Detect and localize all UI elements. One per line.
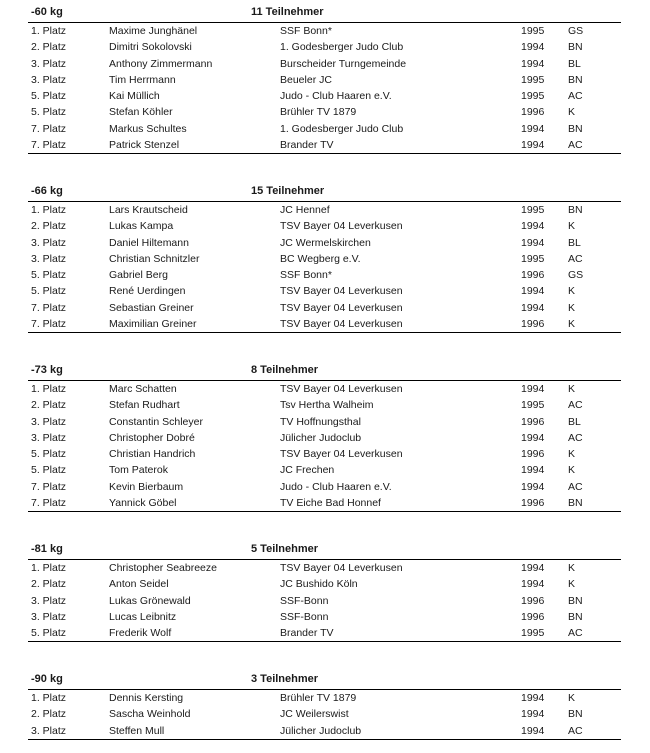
birth-year-cell: 1994 <box>521 578 545 591</box>
result-row <box>28 560 621 576</box>
club-cell: TV Eiche Bad Honnef <box>280 497 381 510</box>
club-cell: JC Frechen <box>280 464 335 477</box>
region-cell: BN <box>568 204 583 216</box>
club-cell: Jülicher Judoclub <box>280 724 362 737</box>
result-row <box>28 39 621 55</box>
category-block <box>28 358 621 512</box>
athlete-name-cell: Sascha Weinhold <box>109 708 191 721</box>
club-cell: Beueler JC <box>280 73 332 86</box>
result-row <box>28 72 621 88</box>
region-cell: BN <box>568 41 583 54</box>
athlete-name-cell: Tim Herrmann <box>109 73 176 86</box>
club-cell: JC Bushido Köln <box>280 578 358 591</box>
athlete-name-cell: Maxime Junghänel <box>109 25 198 37</box>
club-cell: TSV Bayer 04 Leverkusen <box>280 448 403 461</box>
category-header <box>28 358 621 381</box>
result-row <box>28 283 621 299</box>
results-list <box>28 690 621 740</box>
place-cell: 5. Platz <box>31 269 67 282</box>
club-cell: 1. Godesberger Judo Club <box>280 41 404 54</box>
place-cell: 5. Platz <box>31 627 67 640</box>
result-row <box>28 267 621 283</box>
athlete-name-cell: Christopher Seabreeze <box>109 562 217 574</box>
place-cell: 5. Platz <box>31 106 67 119</box>
result-row <box>28 316 621 332</box>
region-cell: AC <box>568 431 583 444</box>
club-cell: Brühler TV 1879 <box>280 106 357 119</box>
club-cell: TSV Bayer 04 Leverkusen <box>280 285 403 298</box>
club-cell: TSV Bayer 04 Leverkusen <box>280 318 403 331</box>
athlete-name-cell: Steffen Mull <box>109 724 165 737</box>
place-cell: 7. Platz <box>31 497 67 510</box>
place-cell: 5. Platz <box>31 90 67 103</box>
region-cell: BN <box>568 497 583 510</box>
region-cell: K <box>568 106 576 119</box>
region-cell: AC <box>568 627 583 640</box>
result-row <box>28 446 621 462</box>
result-row <box>28 23 621 39</box>
place-cell: 1. Platz <box>31 383 67 395</box>
club-cell: SSF Bonn* <box>280 25 332 37</box>
place-cell: 1. Platz <box>31 692 67 704</box>
region-cell: GS <box>568 25 584 37</box>
result-row <box>28 462 621 478</box>
results-list <box>28 560 621 642</box>
results-list <box>28 23 621 154</box>
place-cell: 1. Platz <box>31 562 67 574</box>
birth-year-cell: 1994 <box>521 41 545 54</box>
athlete-name-cell: Yannick Göbel <box>109 497 177 510</box>
category-block <box>28 179 621 333</box>
club-cell: Brander TV <box>280 627 334 640</box>
athlete-name-cell: Frederik Wolf <box>109 627 172 640</box>
athlete-name-cell: Lukas Kampa <box>109 220 174 233</box>
athlete-name-cell: Christopher Dobré <box>109 431 195 444</box>
result-row <box>28 56 621 72</box>
place-cell: 3. Platz <box>31 610 67 623</box>
club-cell: TV Hoffnungsthal <box>280 415 361 428</box>
birth-year-cell: 1994 <box>521 480 545 493</box>
birth-year-cell: 1994 <box>521 139 545 152</box>
club-cell: BC Wegberg e.V. <box>280 252 361 265</box>
result-row <box>28 88 621 104</box>
region-cell: BL <box>568 415 581 428</box>
participant-count: 8 Teilnehmer <box>251 364 319 376</box>
birth-year-cell: 1994 <box>521 57 545 70</box>
weight-class-label: -66 kg <box>31 185 63 197</box>
birth-year-cell: 1994 <box>521 285 545 298</box>
birth-year-cell: 1996 <box>521 415 545 428</box>
club-cell: SSF-Bonn <box>280 610 329 623</box>
place-cell: 5. Platz <box>31 285 67 298</box>
athlete-name-cell: Kai Müllich <box>109 90 160 103</box>
birth-year-cell: 1995 <box>521 25 545 37</box>
birth-year-cell: 1996 <box>521 497 545 510</box>
region-cell: K <box>568 301 576 314</box>
place-cell: 3. Platz <box>31 73 67 86</box>
athlete-name-cell: Marc Schatten <box>109 383 177 395</box>
club-cell: TSV Bayer 04 Leverkusen <box>280 383 403 395</box>
club-cell: SSF-Bonn <box>280 594 329 607</box>
place-cell: 3. Platz <box>31 724 67 737</box>
result-row <box>28 430 621 446</box>
athlete-name-cell: Lukas Grönewald <box>109 594 191 607</box>
athlete-name-cell: Sebastian Greiner <box>109 301 194 314</box>
participant-count: 3 Teilnehmer <box>251 673 319 685</box>
athlete-name-cell: Anthony Zimmermann <box>109 57 213 70</box>
weight-class-label: -90 kg <box>31 673 63 685</box>
birth-year-cell: 1994 <box>521 122 545 135</box>
region-cell: K <box>568 562 576 574</box>
result-row <box>28 235 621 251</box>
athlete-name-cell: Lucas Leibnitz <box>109 610 177 623</box>
athlete-name-cell: Stefan Rudhart <box>109 399 180 412</box>
athlete-name-cell: Stefan Köhler <box>109 106 173 119</box>
region-cell: BN <box>568 73 583 86</box>
result-row <box>28 218 621 234</box>
athlete-name-cell: Markus Schultes <box>109 122 187 135</box>
place-cell: 7. Platz <box>31 480 67 493</box>
region-cell: K <box>568 578 576 591</box>
birth-year-cell: 1996 <box>521 269 545 282</box>
weight-class-label: -81 kg <box>31 543 63 555</box>
results-list <box>28 381 621 512</box>
birth-year-cell: 1994 <box>521 464 545 477</box>
place-cell: 7. Platz <box>31 301 67 314</box>
category-block <box>28 0 621 154</box>
birth-year-cell: 1996 <box>521 594 545 607</box>
result-row <box>28 625 621 641</box>
birth-year-cell: 1994 <box>521 431 545 444</box>
result-row <box>28 121 621 137</box>
birth-year-cell: 1994 <box>521 383 545 395</box>
result-row <box>28 137 621 153</box>
result-row <box>28 104 621 120</box>
place-cell: 2. Platz <box>31 41 67 54</box>
club-cell: Judo - Club Haaren e.V. <box>280 90 392 103</box>
birth-year-cell: 1996 <box>521 106 545 119</box>
birth-year-cell: 1994 <box>521 708 545 721</box>
athlete-name-cell: Christian Schnitzler <box>109 252 200 265</box>
region-cell: AC <box>568 724 583 737</box>
athlete-name-cell: Maximilian Greiner <box>109 318 197 331</box>
club-cell: Brühler TV 1879 <box>280 692 357 704</box>
region-cell: BN <box>568 708 583 721</box>
region-cell: GS <box>568 269 584 282</box>
region-cell: K <box>568 318 576 331</box>
results-list <box>28 202 621 333</box>
athlete-name-cell: Kevin Bierbaum <box>109 480 184 493</box>
region-cell: K <box>568 464 576 477</box>
result-row <box>28 202 621 218</box>
participant-count: 15 Teilnehmer <box>251 185 325 197</box>
region-cell: AC <box>568 90 583 103</box>
birth-year-cell: 1995 <box>521 204 545 216</box>
place-cell: 2. Platz <box>31 578 67 591</box>
region-cell: K <box>568 383 576 395</box>
result-row <box>28 479 621 495</box>
region-cell: K <box>568 285 576 298</box>
result-row <box>28 576 621 592</box>
region-cell: BL <box>568 57 581 70</box>
region-cell: BN <box>568 610 583 623</box>
place-cell: 3. Platz <box>31 431 67 444</box>
weight-class-label: -73 kg <box>31 364 63 376</box>
participant-count: 5 Teilnehmer <box>251 543 319 555</box>
athlete-name-cell: Dimitri Sokolovski <box>109 41 192 54</box>
place-cell: 3. Platz <box>31 415 67 428</box>
birth-year-cell: 1995 <box>521 90 545 103</box>
result-row <box>28 706 621 722</box>
result-row <box>28 723 621 739</box>
place-cell: 7. Platz <box>31 122 67 135</box>
result-row <box>28 300 621 316</box>
category-header <box>28 667 621 690</box>
place-cell: 5. Platz <box>31 448 67 461</box>
birth-year-cell: 1994 <box>521 236 545 249</box>
result-row <box>28 609 621 625</box>
birth-year-cell: 1994 <box>521 562 545 574</box>
region-cell: BN <box>568 122 583 135</box>
place-cell: 3. Platz <box>31 236 67 249</box>
place-cell: 7. Platz <box>31 318 67 331</box>
place-cell: 2. Platz <box>31 399 67 412</box>
region-cell: K <box>568 692 576 704</box>
birth-year-cell: 1994 <box>521 724 545 737</box>
athlete-name-cell: Anton Seidel <box>109 578 169 591</box>
result-row <box>28 414 621 430</box>
birth-year-cell: 1994 <box>521 220 545 233</box>
region-cell: BN <box>568 594 583 607</box>
club-cell: Burscheider Turngemeinde <box>280 57 407 70</box>
club-cell: JC Wermelskirchen <box>280 236 371 249</box>
club-cell: Judo - Club Haaren e.V. <box>280 480 392 493</box>
place-cell: 3. Platz <box>31 594 67 607</box>
region-cell: K <box>568 220 576 233</box>
club-cell: TSV Bayer 04 Leverkusen <box>280 301 403 314</box>
region-cell: BL <box>568 236 581 249</box>
result-row <box>28 690 621 706</box>
category-block <box>28 537 621 642</box>
birth-year-cell: 1995 <box>521 627 545 640</box>
region-cell: AC <box>568 252 583 265</box>
athlete-name-cell: Gabriel Berg <box>109 269 168 282</box>
club-cell: Jülicher Judoclub <box>280 431 362 444</box>
place-cell: 3. Platz <box>31 57 67 70</box>
result-row <box>28 381 621 397</box>
athlete-name-cell: Dennis Kersting <box>109 692 184 704</box>
athlete-name-cell: Daniel Hiltemann <box>109 236 189 249</box>
participant-count: 11 Teilnehmer <box>251 6 324 18</box>
athlete-name-cell: Christian Handrich <box>109 448 196 461</box>
region-cell: AC <box>568 399 583 412</box>
birth-year-cell: 1996 <box>521 610 545 623</box>
place-cell: 5. Platz <box>31 464 67 477</box>
category-header <box>28 0 621 23</box>
category-header <box>28 179 621 202</box>
club-cell: JC Hennef <box>280 204 330 216</box>
region-cell: K <box>568 448 576 461</box>
place-cell: 2. Platz <box>31 220 67 233</box>
club-cell: SSF Bonn* <box>280 269 332 282</box>
place-cell: 2. Platz <box>31 708 67 721</box>
athlete-name-cell: René Uerdingen <box>109 285 186 298</box>
result-row <box>28 495 621 511</box>
place-cell: 7. Platz <box>31 139 67 152</box>
athlete-name-cell: Tom Paterok <box>109 464 168 477</box>
birth-year-cell: 1995 <box>521 252 545 265</box>
place-cell: 1. Platz <box>31 204 67 216</box>
birth-year-cell: 1996 <box>521 448 545 461</box>
club-cell: TSV Bayer 04 Leverkusen <box>280 562 403 574</box>
birth-year-cell: 1994 <box>521 301 545 314</box>
club-cell: TSV Bayer 04 Leverkusen <box>280 220 403 233</box>
club-cell: 1. Godesberger Judo Club <box>280 122 404 135</box>
birth-year-cell: 1994 <box>521 692 545 704</box>
birth-year-cell: 1995 <box>521 73 545 86</box>
result-row <box>28 251 621 267</box>
birth-year-cell: 1996 <box>521 318 545 331</box>
region-cell: AC <box>568 480 583 493</box>
place-cell: 1. Platz <box>31 25 67 37</box>
athlete-name-cell: Patrick Stenzel <box>109 139 180 152</box>
club-cell: JC Weilerswist <box>280 708 349 721</box>
athlete-name-cell: Constantin Schleyer <box>109 415 203 428</box>
place-cell: 3. Platz <box>31 252 67 265</box>
weight-class-label: -60 kg <box>31 6 63 18</box>
athlete-name-cell: Lars Krautscheid <box>109 204 188 216</box>
birth-year-cell: 1995 <box>521 399 545 412</box>
result-row <box>28 397 621 413</box>
club-cell: Brander TV <box>280 139 334 152</box>
category-block <box>28 667 621 740</box>
result-row <box>28 593 621 609</box>
region-cell: AC <box>568 139 583 152</box>
category-header <box>28 537 621 560</box>
club-cell: Tsv Hertha Walheim <box>280 399 374 412</box>
